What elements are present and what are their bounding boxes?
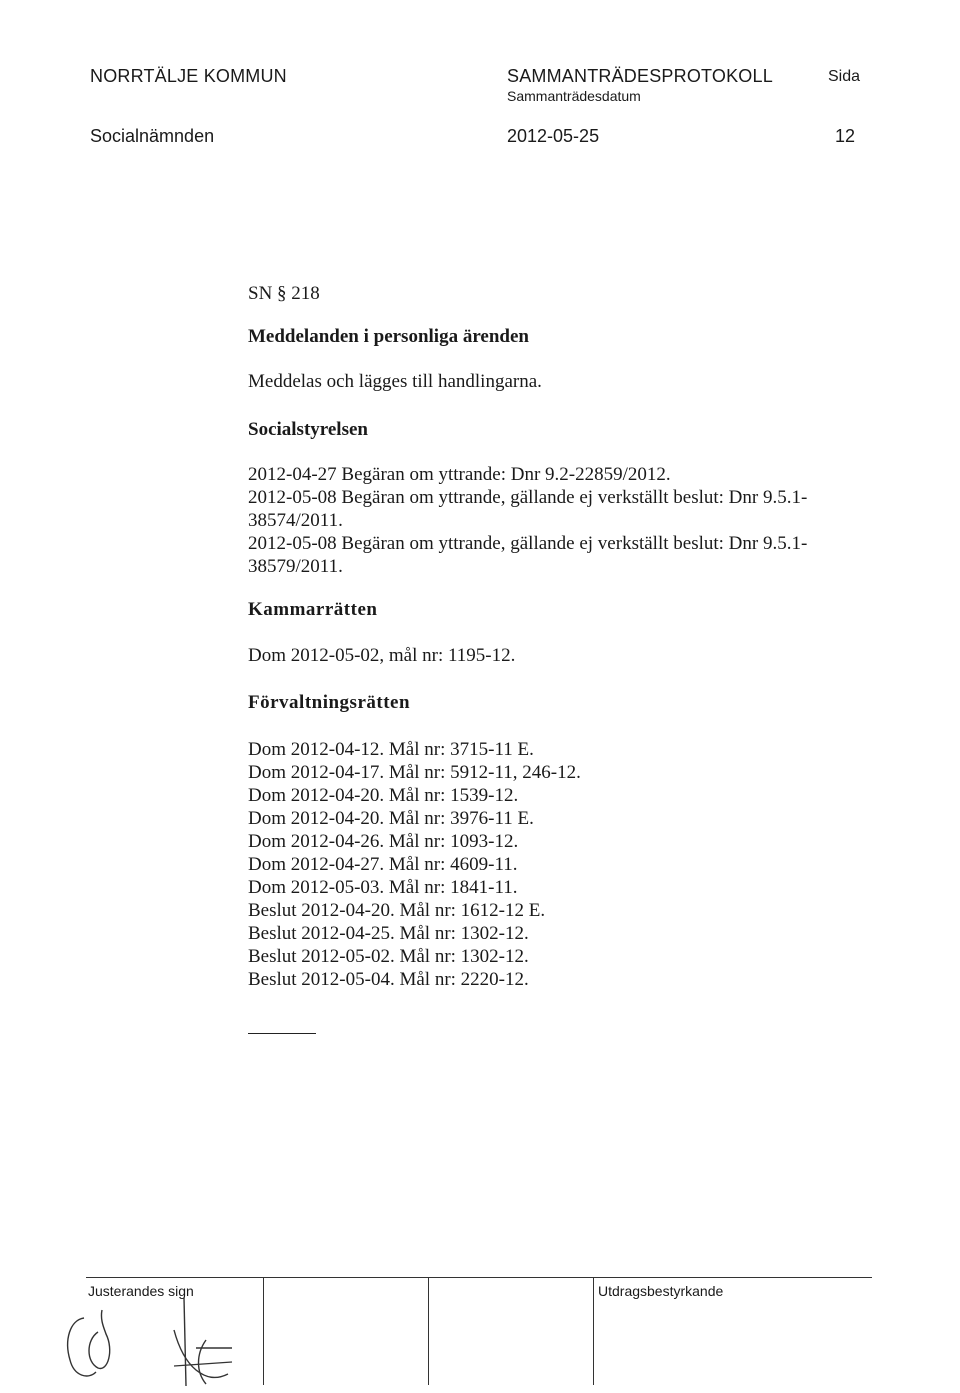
meeting-date-label: Sammanträdesdatum xyxy=(507,88,641,104)
list-item: Beslut 2012-05-04. Mål nr: 2220-12. xyxy=(248,969,529,990)
document-type: SAMMANTRÄDESPROTOKOLL xyxy=(507,66,773,86)
page-label: Sida xyxy=(828,68,861,85)
paragraph-number: SN § 218 xyxy=(248,283,320,304)
board-name: Socialnämnden xyxy=(90,126,215,146)
footer-divider xyxy=(263,1277,264,1385)
list-item: Dom 2012-04-20. Mål nr: 3976-11 E. xyxy=(248,808,534,829)
list-item: Dom 2012-04-17. Mål nr: 5912-11, 246-12. xyxy=(248,762,581,783)
list-item: Dom 2012-04-20. Mål nr: 1539-12. xyxy=(248,785,519,806)
socialstyrelsen-list xyxy=(248,463,807,578)
organization-name: NORRTÄLJE KOMMUN xyxy=(90,66,287,86)
end-of-paragraph-rule xyxy=(248,1033,316,1034)
footer-rule xyxy=(86,1277,872,1278)
footer-divider xyxy=(428,1277,429,1385)
page-number: 12 xyxy=(835,126,856,146)
meeting-date: 2012-05-25 xyxy=(507,126,600,146)
list-item: Dom 2012-04-26. Mål nr: 1093-12. xyxy=(248,831,519,852)
list-item: 38579/2011. xyxy=(248,556,343,577)
list-item: Beslut 2012-04-25. Mål nr: 1302-12. xyxy=(248,923,529,944)
list-item: 2012-05-08 Begäran om yttrande, gällande ej verkställt beslut: Dnr 9.5.1- xyxy=(248,533,808,554)
footer-divider xyxy=(593,1277,594,1385)
paragraph-decision: Meddelas och lägges till handlingarna. xyxy=(248,371,542,392)
extract-certification-label: Utdragsbestyrkande xyxy=(598,1283,724,1299)
list-item: Dom 2012-04-12. Mål nr: 3715-11 E. xyxy=(248,739,534,760)
section-heading-socialstyrelsen: Socialstyrelsen xyxy=(248,419,368,440)
section-heading-kammarratten: Kammarrätten xyxy=(248,599,378,620)
section-heading-forvaltningsratten: Förvaltningsrätten xyxy=(248,692,411,713)
paragraph-title: Meddelanden i personliga ärenden xyxy=(248,326,529,347)
list-item: Beslut 2012-04-20. Mål nr: 1612-12 E. xyxy=(248,900,546,921)
list-item: 2012-04-27 Begäran om yttrande: Dnr 9.2-22859/2012. xyxy=(248,464,671,485)
list-item: Dom 2012-04-27. Mål nr: 4609-11. xyxy=(248,854,518,875)
list-item: Dom 2012-05-03. Mål nr: 1841-11. xyxy=(248,877,518,898)
forvaltningsratten-list xyxy=(248,738,581,991)
handwritten-initials-signature xyxy=(56,1290,246,1390)
kammarratten-entry: Dom 2012-05-02, mål nr: 1195-12. xyxy=(248,645,516,666)
list-item: Beslut 2012-05-02. Mål nr: 1302-12. xyxy=(248,946,529,967)
list-item: 2012-05-08 Begäran om yttrande, gällande ej verkställt beslut: Dnr 9.5.1- xyxy=(248,487,808,508)
signature-label: Justerandes sign xyxy=(88,1283,194,1299)
list-item: 38574/2011. xyxy=(248,510,343,531)
